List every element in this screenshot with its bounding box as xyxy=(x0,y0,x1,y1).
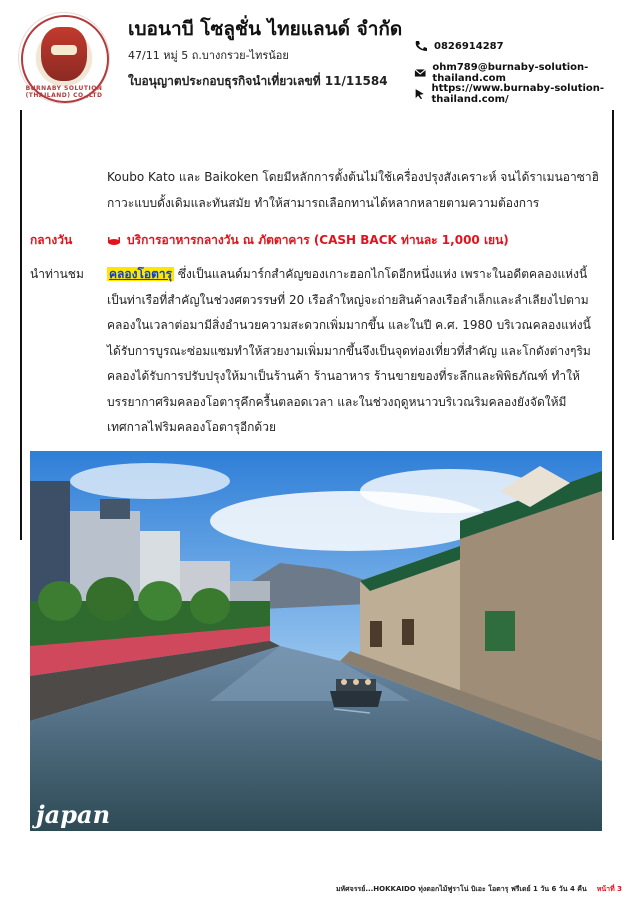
intro-paragraph: Koubo Kato และ Baikoken โดยมีหลักการตั้งต้นไม่ใช้เครื่องปรุงสังเคราะห์ จนได้ราเมนอาซาฮิกาวะแบบดั้งเดิมและทันสมัย ทำให้สามารถเลือกทานได้หลากหลายตามความต้องการ xyxy=(107,170,599,210)
phone-contact[interactable] xyxy=(414,40,504,52)
company-address: 47/11 หมู่ 5 ถ.บางกรวย-ไทรน้อย xyxy=(128,49,289,62)
program-title: มหัศจรรย์...HOKKAIDO ทุ่งดอกไม้ฟูราโน่ บิเอะ โอตารุ ฟรีเดย์ 1 วัน 6 วัน 4 คืน xyxy=(335,885,587,893)
tour-label: นำท่านชม xyxy=(30,267,84,281)
tour-paragraph xyxy=(107,262,603,441)
license-number: ใบอนุญาตประกอบธุรกิจนำเที่ยวเลขที่ 11/11584 xyxy=(128,74,388,88)
lunch-service xyxy=(107,231,509,250)
logo-mask-emblem xyxy=(41,27,87,81)
page-number: หน้าที่ 3 xyxy=(596,885,622,893)
otaru-canal-photo xyxy=(30,451,602,831)
page-frame-right xyxy=(612,110,614,540)
dish-icon xyxy=(107,236,121,246)
website-contact[interactable] xyxy=(414,83,636,105)
email-contact[interactable] xyxy=(414,62,636,84)
website-url: https://www.burnaby-solution-thailand.com/ xyxy=(431,83,605,105)
company-logo xyxy=(18,12,110,104)
phone-number: 0826914287 xyxy=(434,40,504,52)
tour-description: ซึ่งเป็นแลนด์มาร์กสำคัญของเกาะฮอกไกโดอีกหนึ่งแห่ง เพราะในอดีตคลองแห่งนี้เป็นท่าเรือที่สำคัญในช่วงศตวรรษที่ 20 เรือลำใหญ่จะถ่ายสินค้าลงเรือลำเล็กและลำเลียงไปตามคลองในเวลาต่อมามีสิ่งอำนวยความสะดวกเพิ่มมากขึ้น และในปี ค.ศ. 1980 บริเวณคลองแห่งนี้ได้รับการบูรณะซ่อมแซมทำให้สวยงามเพิ่มมากขึ้นจึงเป็นจุดท่องเที่ยวที่สำคัญ และโกดังต่างๆริมคลองได้รับการปรับปรุงให้มาเป็นร้านค้า ร้านอาหาร ร้านขายของที่ระลึกและพิพิธภัณฑ์ ทำให้บรรยากาศริมคลองโอตารุคึกครื้นตลอดเวลา และในช่วงฤดูหนาวบริเวณริมคลองยังจัดให้มีเทศกาลไฟริมคลองโอตารุอีกด้วย xyxy=(107,267,591,434)
email-address: ohm789@burnaby-solution-thailand.com xyxy=(432,62,589,84)
page-frame-left xyxy=(20,110,22,540)
lunch-label: กลางวัน xyxy=(30,233,73,247)
cursor-icon xyxy=(414,88,425,100)
phone-icon xyxy=(414,40,428,52)
page-footer xyxy=(336,884,622,895)
company-name: เบอนาบี โซลูชั่น ไทยแลนด์ จำกัด xyxy=(128,18,403,40)
lunch-text: บริการอาหารกลางวัน ณ ภัตตาคาร (CASH BACK ท่านละ 1,000 เยน) xyxy=(127,233,509,247)
logo-text: BURNABY SOLUTION (THAILAND) CO.,LTD xyxy=(25,85,103,99)
email-icon xyxy=(414,67,426,79)
japan-watermark: japan xyxy=(36,800,111,829)
canal-illustration xyxy=(30,451,602,831)
otaru-canal-highlight: คลองโอตารุ xyxy=(109,267,173,281)
